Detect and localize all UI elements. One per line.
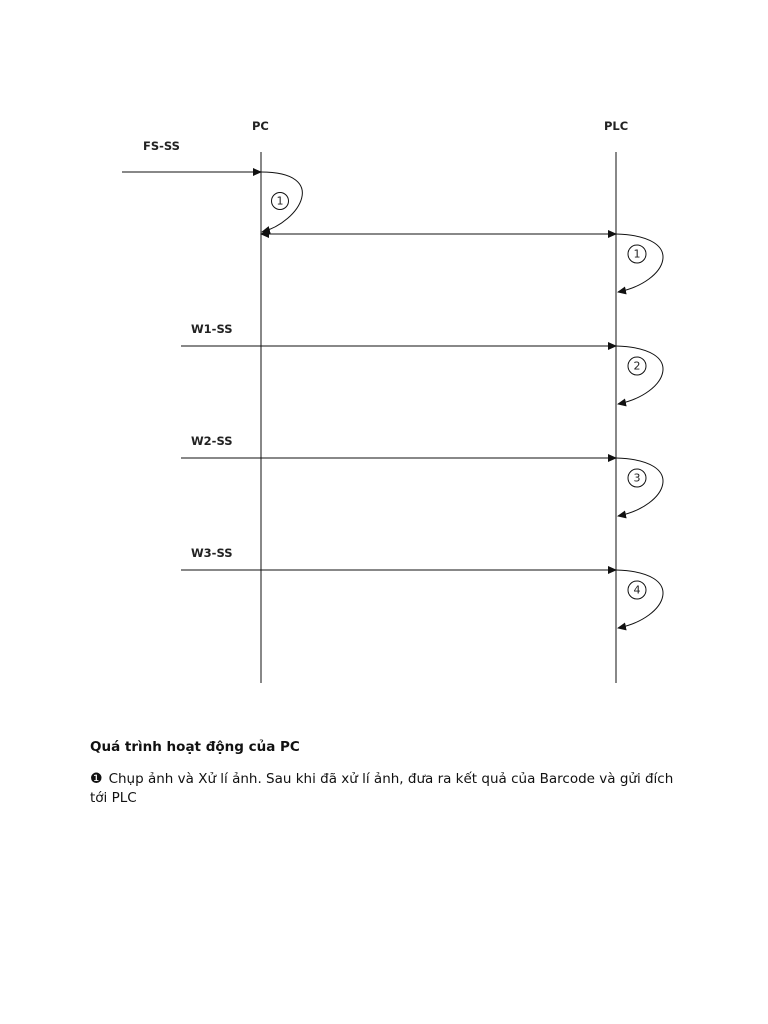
pc-step-1-number: 1 [276, 194, 284, 208]
plc-step-2-number: 2 [633, 359, 641, 373]
step-description-text: Chụp ảnh và Xử lí ảnh. Sau khi đã xử lí ảnh, đưa ra kết quả của Barcode và gửi đích tới PLC [90, 771, 674, 806]
bullet-number-1: ❶ [90, 771, 103, 787]
step-description [90, 770, 690, 808]
pc-lane-label: PC [252, 119, 269, 133]
plc-step-3-number: 3 [633, 471, 641, 485]
plc-step-1-number: 1 [633, 247, 641, 261]
w2-ss-label: W2-SS [191, 434, 233, 448]
w3-ss-label: W3-SS [191, 546, 233, 560]
section-heading: Quá trình hoạt động của PC [90, 739, 300, 755]
fs-ss-label: FS-SS [143, 139, 180, 153]
w1-ss-label: W1-SS [191, 322, 233, 336]
plc-lane-label: PLC [604, 119, 629, 133]
plc-step-4-number: 4 [633, 583, 641, 597]
